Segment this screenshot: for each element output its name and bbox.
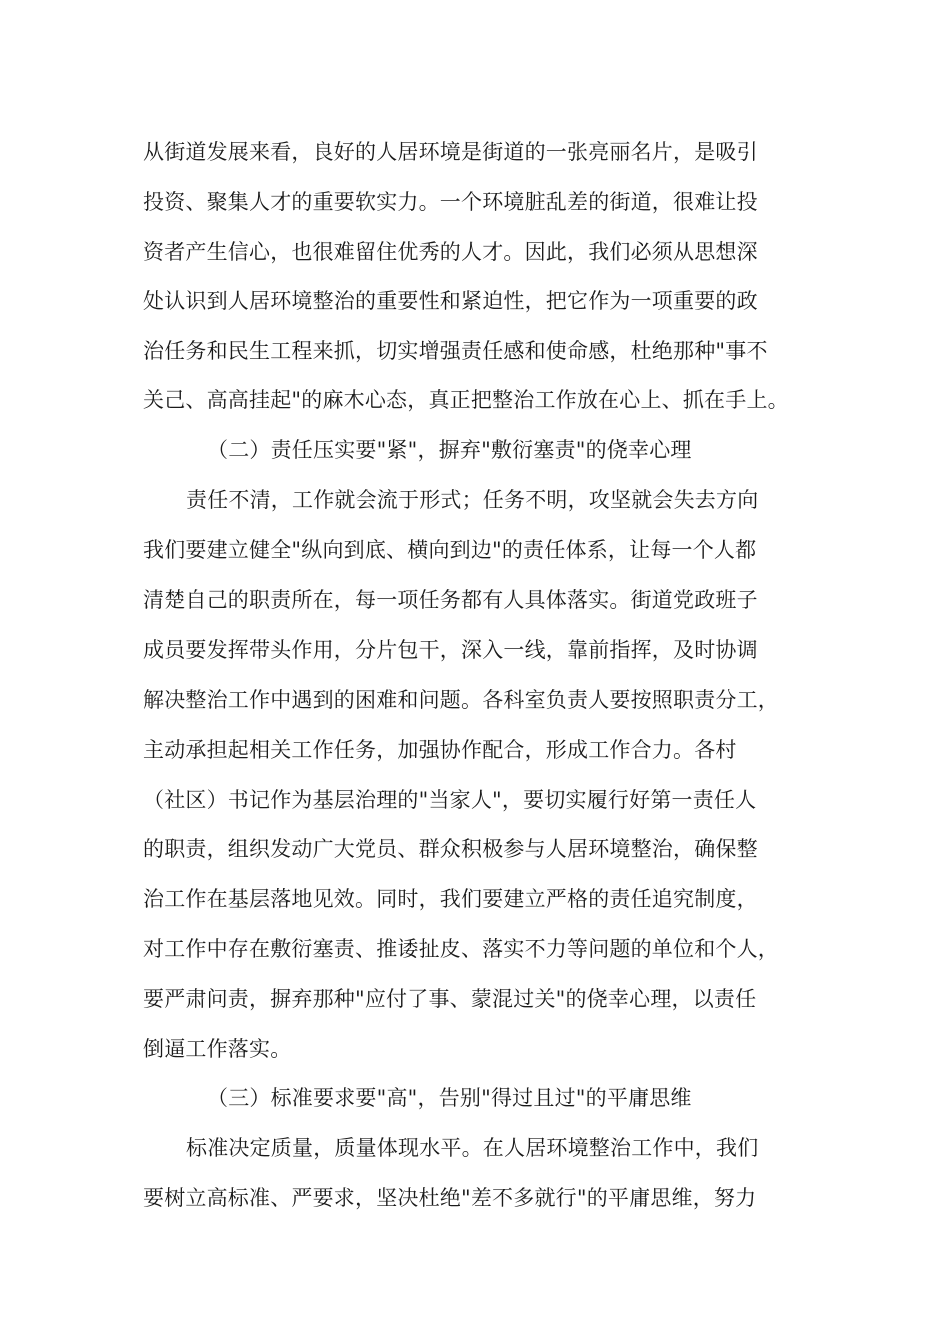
body-text-line: 要严肃问责，摒弃那种"应付了事、蒙混过关"的侥幸心理，以责任 <box>143 987 757 1011</box>
body-text-line: 对工作中存在敷衍塞责、推诿扯皮、落实不力等问题的单位和个人， <box>143 937 779 961</box>
body-text-line: 治工作在基层落地见效。同时，我们要建立严格的责任追究制度， <box>143 887 758 911</box>
body-text-line: 倒逼工作落实。 <box>143 1037 292 1061</box>
body-text-line: 主动承担起相关工作任务，加强协作配合，形成工作合力。各村 <box>143 738 737 762</box>
body-text-line: 投资、聚集人才的重要软实力。一个环境脏乱差的街道，很难让投 <box>143 190 758 214</box>
body-text-line: 资者产生信心，也很难留住优秀的人才。因此，我们必须从思想深 <box>143 240 758 264</box>
body-text-line: 处认识到人居环境整治的重要性和紧迫性，把它作为一项重要的政 <box>143 289 758 313</box>
body-text-line: 标准决定质量，质量体现水平。在人居环境整治工作中，我们 <box>186 1136 759 1160</box>
body-text-line: 我们要建立健全"纵向到底、横向到边"的责任体系，让每一个人都 <box>143 538 757 562</box>
body-text-line: 治任务和民生工程来抓，切实增强责任感和使命感，杜绝那种"事不 <box>143 339 768 363</box>
body-text-line: 从街道发展来看，良好的人居环境是街道的一张亮丽名片，是吸引 <box>143 140 758 164</box>
body-text-line: 解决整治工作中遇到的困难和问题。各科室负责人要按照职责分工， <box>143 688 779 712</box>
body-text-line: 成员要发挥带头作用，分片包干，深入一线，靠前指挥，及时协调 <box>143 638 758 662</box>
body-text-line: 的职责，组织发动广大党员、群众积极参与人居环境整治，确保整 <box>143 837 758 861</box>
section-heading: （三）标准要求要"高"，告别"得过且过"的平庸思维 <box>207 1086 692 1110</box>
body-text-line: （社区）书记作为基层治理的"当家人"，要切实履行好第一责任人 <box>143 788 757 812</box>
body-text-line: 责任不清，工作就会流于形式；任务不明，攻坚就会失去方向 <box>186 488 759 512</box>
body-text-line: 要树立高标准、严要求，坚决杜绝"差不多就行"的平庸思维，努力 <box>143 1186 757 1210</box>
section-heading: （二）责任压实要"紧"，摒弃"敷衍塞责"的侥幸心理 <box>207 438 692 462</box>
body-text-line: 关己、高高挂起"的麻木心态，真正把整治工作放在心上、抓在手上。 <box>143 388 789 412</box>
body-text-line: 清楚自己的职责所在，每一项任务都有人具体落实。街道党政班子 <box>143 588 758 612</box>
